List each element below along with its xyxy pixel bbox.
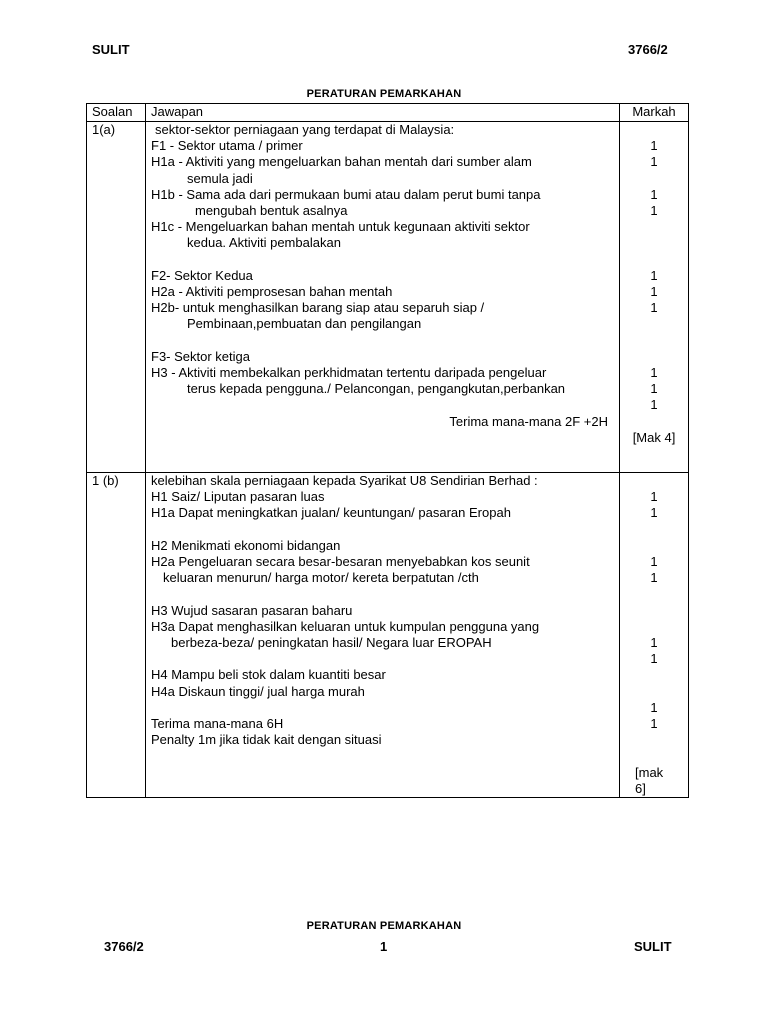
- mark-value: 1: [650, 186, 658, 202]
- max-mark: [Mak 4]: [632, 429, 676, 445]
- mark-value: 1: [650, 138, 658, 154]
- answer-line: H4 Mampu beli stok dalam kuantiti besar: [151, 667, 386, 683]
- answer-line: H1 Saiz/ Liputan pasaran luas: [151, 489, 325, 505]
- mark-value: 1: [650, 154, 658, 170]
- answer-note: Terima mana-mana 2F +2H: [449, 413, 608, 429]
- header-jawapan: Jawapan: [146, 104, 620, 122]
- mark-value: 1: [650, 300, 658, 316]
- mark-value: 1: [650, 505, 658, 521]
- max-mark: 6]: [635, 780, 646, 796]
- mark-value: 1: [650, 397, 658, 413]
- footer-title: PERATURAN PEMARKAHAN: [306, 920, 462, 932]
- answer-line: H3a Dapat menghasilkan keluaran untuk kumpulan pengguna yang: [151, 618, 540, 634]
- marking-scheme-table: [86, 103, 689, 798]
- mark-value: 1: [650, 381, 658, 397]
- mark-value: 1: [650, 651, 658, 667]
- answer-line: H4a Diskaun tinggi/ jual harga murah: [151, 683, 365, 699]
- table-header-row: [87, 104, 689, 122]
- answer-line: H3 Wujud sasaran pasaran baharu: [151, 602, 353, 618]
- answer-line: Penalty 1m jika tidak kait dengan situasi: [151, 732, 382, 748]
- table-row: [87, 473, 689, 798]
- answer-line: sektor-sektor perniagaan yang terdapat di Malaysia:: [155, 122, 455, 137]
- answer-line: keluaran menurun/ harga motor/ kereta berpatutan /cth: [163, 570, 479, 586]
- answer-line: H2a Pengeluaran secara besar-besaran menyebabkan kos seunit: [151, 554, 530, 569]
- mark-value: 1: [650, 699, 658, 715]
- mark-value: 1: [650, 284, 658, 300]
- answer-line: berbeza-beza/ peningkatan hasil/ Negara luar EROPAH: [171, 635, 492, 650]
- answer-line: H3 - Aktiviti membekalkan perkhidmatan tertentu daripada pengeluar: [151, 365, 547, 381]
- mark-value: 1: [650, 716, 658, 732]
- marks-cell: [620, 473, 689, 798]
- footer-paper-code: 3766/2: [104, 939, 144, 954]
- header-paper-code: 3766/2: [628, 42, 668, 57]
- footer-sulit: SULIT: [634, 939, 672, 954]
- header-soalan: Soalan: [87, 104, 146, 122]
- answer-cell: [146, 473, 620, 798]
- answer-line: H2b- untuk menghasilkan barang siap atau separuh siap /: [151, 300, 485, 316]
- page-number: 1: [380, 939, 388, 954]
- mark-value: 1: [650, 489, 658, 505]
- answer-line: kelebihan skala perniagaan kepada Syarikat U8 Sendirian Berhad :: [151, 473, 538, 488]
- answer-line: F3- Sektor ketiga: [151, 348, 250, 364]
- answer-line: H1c - Mengeluarkan bahan mentah untuk kegunaan aktiviti sektor: [151, 219, 530, 235]
- mark-value: 1: [650, 554, 658, 570]
- answer-line: terus kepada pengguna./ Pelancongan, pengangkutan,perbankan: [187, 381, 566, 397]
- answer-line: F2- Sektor Kedua: [151, 267, 253, 283]
- answer-cell: [146, 122, 620, 473]
- page-title: PERATURAN PEMARKAHAN: [306, 88, 462, 100]
- question-number: 1(a): [87, 122, 146, 473]
- mark-value: 1: [650, 267, 658, 283]
- mark-value: 1: [650, 570, 658, 586]
- answer-line: H2 Menikmati ekonomi bidangan: [151, 537, 341, 553]
- answer-line: F1 - Sektor utama / primer: [151, 138, 303, 154]
- mark-value: 1: [650, 203, 658, 219]
- marks-cell: [620, 122, 689, 473]
- header-markah: Markah: [620, 104, 689, 122]
- answer-line: Terima mana-mana 6H: [151, 715, 284, 731]
- answer-line: kedua. Aktiviti pembalakan: [187, 235, 341, 251]
- answer-line: Pembinaan,pembuatan dan pengilangan: [187, 316, 422, 332]
- question-number: 1 (b): [87, 473, 146, 798]
- mark-value: 1: [650, 635, 658, 651]
- mark-value: 1: [650, 365, 658, 381]
- answer-line: mengubah bentuk asalnya: [195, 203, 348, 219]
- max-mark: [mak: [635, 764, 664, 780]
- header-sulit: SULIT: [92, 42, 130, 57]
- answer-line: H2a - Aktiviti pemprosesan bahan mentah: [151, 284, 393, 300]
- answer-line: semula jadi: [187, 170, 253, 186]
- table-row: [87, 122, 689, 473]
- answer-line: H1b - Sama ada dari permukaan bumi atau dalam perut bumi tanpa: [151, 186, 541, 202]
- answer-line: H1a - Aktiviti yang mengeluarkan bahan mentah dari sumber alam: [151, 154, 532, 170]
- answer-line: H1a Dapat meningkatkan jualan/ keuntungan/ pasaran Eropah: [151, 505, 511, 521]
